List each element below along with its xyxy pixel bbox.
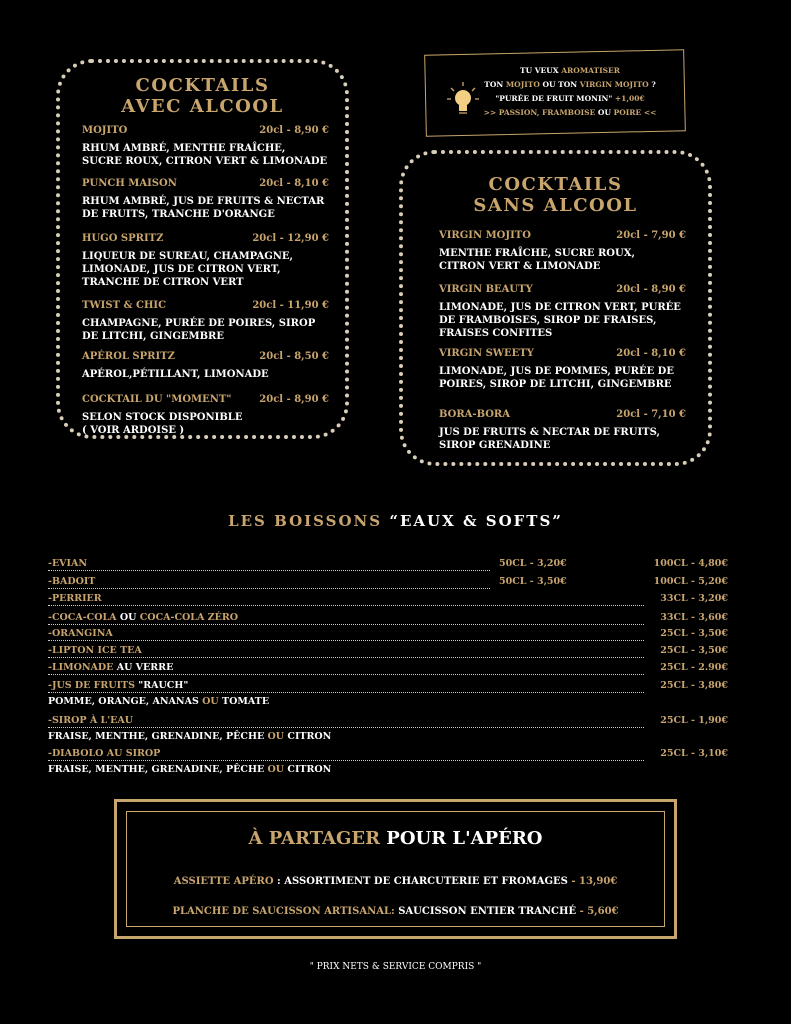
sans-item (439, 409, 686, 452)
sans-box (399, 150, 712, 466)
sans-item-head (439, 284, 686, 295)
alcool-item-head (82, 125, 329, 136)
drink-name-a: -COCA-COLA (48, 612, 117, 623)
alcool-item-name: MOJITO (82, 125, 128, 136)
sans-item-head (439, 230, 686, 241)
alcool-title-line2: AVEC ALCOOL (121, 96, 284, 117)
drink-name (48, 680, 191, 691)
alcool-item-desc-line: ( VOIR ARDOISE ) (82, 425, 185, 436)
apero-title-a: À PARTAGER (248, 828, 381, 849)
sans-item-desc-line: LIMONADE, JUS DE POMMES, PURÉE DE (439, 366, 674, 377)
sans-item-name: VIRGIN SWEETY (439, 348, 534, 359)
alcool-item-price: 20cl - 11,90 € (252, 300, 329, 311)
drink-options-b: OU (264, 731, 288, 742)
tip-line2-c: OU TON (539, 80, 580, 89)
sans-item-desc (439, 247, 686, 273)
alcool-item-desc-line: SUCRE ROUX, CITRON VERT & LIMONADE (82, 156, 328, 167)
tip-line4-a: >> PASSION, FRAMBOISE (483, 108, 596, 117)
drink-price: 25CL - 3,80€ (660, 680, 728, 691)
alcool-item-name: APÉROL SPRITZ (82, 351, 175, 362)
alcool-item-head (82, 351, 329, 362)
alcool-item-price: 20cl - 8,10 € (259, 178, 329, 189)
alcool-item (82, 394, 329, 437)
drink-name-a: -LIPTON ICE TEA (48, 645, 142, 656)
alcool-item-price: 20cl - 8,50 € (259, 351, 329, 362)
drink-name-a: -SIROP À L'EAU (48, 715, 134, 726)
tip-text (470, 64, 670, 120)
apero-line1-c: - 13,90€ (567, 876, 618, 887)
drink-name-a: -BADOIT (48, 576, 96, 587)
apero-line1-a: ASSIETTE APÉRO (173, 876, 274, 887)
drink-name-b: "RAUCH" (134, 680, 189, 691)
alcool-item-list (82, 63, 329, 435)
drink-options-a: FRAISE, MENTHE, GRENADINE, PÊCHE (48, 731, 265, 742)
boissons-title-a: LES BOISSONS (228, 512, 390, 530)
sans-item-price: 20cl - 8,90 € (616, 284, 686, 295)
alcool-item-desc-line: TRANCHE DE CITRON VERT (82, 277, 244, 288)
apero-line2-a: PLANCHE DE SAUCISSON ARTISANAL: (172, 906, 395, 917)
drink-options-a: FRAISE, MENTHE, GRENADINE, PÊCHE (48, 764, 265, 775)
drink-name (48, 748, 163, 759)
sans-item-desc (439, 365, 686, 391)
drink-name (48, 612, 241, 623)
tip-line4-b: OU (595, 108, 614, 117)
tip-line3-b: +1,00€ (612, 94, 645, 103)
drink-row (48, 680, 728, 707)
sans-item (439, 284, 686, 340)
alcool-item-desc-line: APÉROL,PÉTILLANT, LIMONADE (82, 369, 269, 380)
alcool-item-desc-line: RHUM AMBRÉ, JUS DE FRUITS & NECTAR (82, 196, 325, 207)
alcool-item-head (82, 394, 329, 405)
drink-row (48, 628, 728, 642)
drink-name (48, 645, 145, 656)
drink-name-a: -EVIAN (48, 558, 88, 569)
drink-name-b: OU (116, 612, 140, 623)
tip-line2-d: VIRGIN MOJITO (579, 80, 649, 89)
alcool-item-price: 20cl - 12,90 € (252, 233, 329, 244)
alcool-item-head (82, 178, 329, 189)
drink-name (48, 576, 98, 587)
sans-item-head (439, 348, 686, 359)
sans-item-desc-line: FRAISES CONFITES (439, 328, 553, 339)
alcool-item-desc (82, 195, 329, 221)
drink-price-50cl: 50CL - 3,50€ (499, 576, 567, 587)
alcool-item-desc (82, 368, 329, 381)
alcool-item (82, 351, 329, 381)
drink-row (48, 593, 728, 607)
drink-name-a: -LIMONADE (48, 662, 114, 673)
drink-options (48, 764, 331, 775)
alcool-item-desc (82, 411, 329, 437)
tip-line1-a: TU VEUX (519, 66, 562, 75)
drink-name (48, 593, 105, 604)
sans-item-price: 20cl - 7,90 € (616, 230, 686, 241)
sans-item-desc-line: DE FRAMBOISES, SIROP DE FRAISES, (439, 315, 657, 326)
drink-price: 33CL - 3,20€ (660, 593, 728, 604)
alcool-item (82, 300, 329, 343)
sans-item-head (439, 409, 686, 420)
tip-line3-a: "PURÉE DE FRUIT MONIN" (495, 94, 613, 103)
drink-row (48, 576, 728, 590)
sans-item-desc (439, 301, 686, 340)
drink-options-b: OU (198, 696, 223, 707)
drink-name-a: -ORANGINA (48, 628, 113, 639)
drink-options-b: OU (264, 764, 288, 775)
alcool-item-desc-line: SELON STOCK DISPONIBLE (82, 412, 243, 423)
dotted-leader (48, 576, 490, 589)
drink-options-a: POMME, ORANGE, ANANAS (48, 696, 199, 707)
alcool-item-head (82, 300, 329, 311)
apero-title-b: POUR L'APÉRO (380, 828, 543, 849)
sans-item-desc-line: MENTHE FRAÎCHE, SUCRE ROUX, (439, 248, 635, 259)
drink-name (48, 628, 116, 639)
alcool-item (82, 233, 329, 289)
drink-price: 33CL - 3,60€ (660, 612, 728, 623)
boissons-title-b: “EAUX & SOFTS” (389, 512, 563, 530)
alcool-item-price: 20cl - 8,90 € (259, 125, 329, 136)
sans-item-price: 20cl - 8,10 € (616, 348, 686, 359)
drink-name (48, 662, 176, 673)
drink-price: 100CL - 5,20€ (653, 576, 728, 587)
alcool-box (56, 59, 349, 439)
drink-price: 25CL - 3,50€ (660, 645, 728, 656)
sans-title-line1: COCKTAILS (488, 174, 623, 195)
apero-line2-b: SAUCISSON ENTIER TRANCHÉ (394, 906, 580, 917)
alcool-item-desc-line: DE FRUITS, TRANCHE D'ORANGE (82, 209, 275, 220)
sans-item (439, 230, 686, 273)
drink-name-a: -DIABOLO AU SIROP (48, 748, 161, 759)
sans-item-list (439, 154, 686, 462)
dotted-leader (48, 558, 490, 571)
drink-price: 25CL - 3,50€ (660, 628, 728, 639)
alcool-item-desc (82, 317, 329, 343)
drink-options (48, 731, 331, 742)
dotted-leader (48, 628, 644, 641)
apero-line2-c: - 5,60€ (579, 906, 619, 917)
alcool-item-name: HUGO SPRITZ (82, 233, 164, 244)
alcool-item-desc (82, 250, 329, 289)
sans-item (439, 348, 686, 391)
sans-item-desc (439, 426, 686, 452)
alcool-item-desc-line: LIQUEUR DE SUREAU, CHAMPAGNE, (82, 251, 294, 262)
drink-price: 25CL - 3,10€ (660, 748, 728, 759)
sans-item-desc-line: LIMONADE, JUS DE CITRON VERT, PURÉE (439, 302, 681, 313)
sans-item-name: BORA-BORA (439, 409, 510, 420)
alcool-item-desc-line: CHAMPAGNE, PURÉE DE POIRES, SIROP (82, 318, 316, 329)
drink-row (48, 748, 728, 775)
drink-name-a: -JUS DE FRUITS (48, 680, 135, 691)
sans-item-desc-line: CITRON VERT & LIMONADE (439, 261, 601, 272)
drink-name (48, 558, 90, 569)
tip-line1-b: AROMATISER (561, 66, 620, 75)
drink-options (48, 696, 269, 707)
alcool-item-head (82, 233, 329, 244)
drink-row (48, 645, 728, 659)
sans-item-name: VIRGIN MOJITO (439, 230, 531, 241)
drink-name-b: AU VERRE (113, 662, 174, 673)
alcool-item-desc-line: LIMONADE, JUS DE CITRON VERT, (82, 264, 281, 275)
apero-line-1 (127, 876, 664, 887)
apero-box (114, 799, 677, 939)
drink-price: 25CL - 1,90€ (660, 715, 728, 726)
sans-item-name: VIRGIN BEAUTY (439, 284, 533, 295)
alcool-title-line1: COCKTAILS (135, 75, 270, 96)
drink-name-a: -PERRIER (48, 593, 102, 604)
alcool-item-price: 20cl - 8,90 € (259, 394, 329, 405)
sans-title-line2: SANS ALCOOL (473, 195, 638, 216)
drink-options-c: CITRON (287, 731, 332, 742)
tip-line4-c: POIRE << (613, 108, 657, 117)
drink-name-c: COCA-COLA ZÉRO (139, 612, 238, 623)
dotted-leader (48, 715, 644, 728)
alcool-item-name: TWIST & CHIC (82, 300, 167, 311)
sans-item-price: 20cl - 7,10 € (616, 409, 686, 420)
tip-line2-e: ? (648, 80, 656, 89)
drink-row (48, 612, 728, 626)
footer-note: " PRIX NETS & SERVICE COMPRIS " (309, 962, 482, 972)
tip-line2-b: MOJITO (505, 80, 540, 89)
dotted-leader (48, 593, 644, 606)
alcool-item-desc (82, 142, 329, 168)
alcool-item-name: COCKTAIL DU "MOMENT" (82, 394, 232, 405)
apero-line1-b: : ASSORTIMENT DE CHARCUTERIE ET FROMAGES (273, 876, 568, 887)
sans-item-desc-line: JUS DE FRUITS & NECTAR DE FRUITS, (439, 427, 660, 438)
apero-title (127, 828, 664, 849)
alcool-item-desc-line: DE LITCHI, GINGEMBRE (82, 331, 224, 342)
apero-line-2 (127, 906, 664, 917)
drink-row (48, 662, 728, 676)
alcool-item (82, 178, 329, 221)
sans-item-desc-line: SIROP GRENADINE (439, 440, 551, 451)
drink-row (48, 558, 728, 572)
alcool-item (82, 125, 329, 168)
tip-line2-a: TON (484, 80, 506, 89)
drink-options-c: CITRON (287, 764, 332, 775)
drink-price: 100CL - 4,80€ (653, 558, 728, 569)
drink-price: 25CL - 2.90€ (660, 662, 728, 673)
boissons-title (0, 512, 791, 530)
drink-options-c: TOMATE (222, 696, 270, 707)
drink-price-50cl: 50CL - 3,20€ (499, 558, 567, 569)
alcool-item-name: PUNCH MAISON (82, 178, 177, 189)
apero-inner-frame (126, 811, 665, 927)
alcool-item-desc-line: RHUM AMBRÉ, MENTHE FRAÎCHE, (82, 143, 286, 154)
drink-row (48, 715, 728, 742)
drink-name (48, 715, 136, 726)
sans-item-desc-line: POIRES, SIROP DE LITCHI, GINGEMBRE (439, 379, 672, 390)
